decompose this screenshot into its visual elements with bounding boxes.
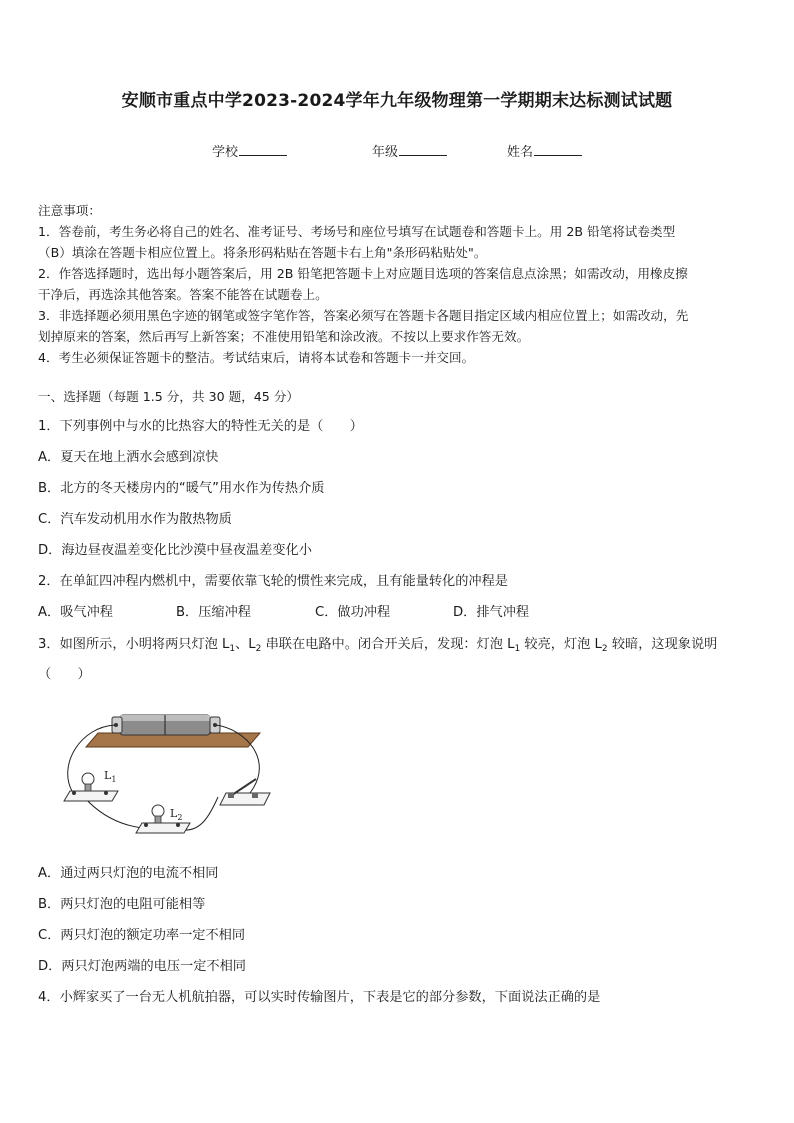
notice-line-1: 1．答卷前，考生务必将自己的姓名、准考证号、考场号和座位号填写在试题卷和答题卡上。用 2B 铅笔将试卷类型 [38, 224, 676, 239]
q1-stem: 1．下列事例中与水的比热容大的特性无关的是（ ） [38, 419, 363, 434]
label-l1: $L_1$ [104, 769, 117, 784]
q1-option-b: B．北方的冬天楼房内的“暖气”用水作为传热介质 [38, 481, 325, 496]
q3-stem-text: 较亮，灯泡 L [520, 637, 602, 652]
switch-icon [220, 779, 270, 805]
wire [84, 797, 142, 828]
name-field [507, 141, 582, 160]
notice-line-2: 2．作答选择题时，选出每小题答案后，用 2B 铅笔把答题卡上对应题目选项的答案信息点涂黑；如需改动，用橡皮擦 [38, 266, 688, 281]
subscript: 2 [601, 644, 608, 654]
q1-option-d: D．海边昼夜温差变化比沙漠中昼夜温差变化小 [38, 543, 312, 558]
battery-icon [112, 715, 220, 735]
page-title: 安顺市重点中学2023-2024学年九年级物理第一学期期末达标测试试题 [121, 91, 673, 111]
notice-heading: 注意事项： [38, 203, 101, 218]
q3-option-a: A．通过两只灯泡的电流不相同 [38, 866, 219, 881]
subscript: 2 [255, 644, 262, 654]
q3-option-c: C．两只灯泡的额定功率一定不相同 [38, 928, 246, 943]
notice-line-3b: 划掉原来的答案，然后再写上新答案；不准使用铅笔和涂改液。不按以上要求作答无效。 [38, 329, 530, 344]
name-label: 姓名 [507, 145, 534, 160]
grade-blank [399, 142, 447, 156]
q2-option-b: B．压缩冲程 [176, 605, 251, 620]
bulb-icon [82, 773, 94, 785]
notice-line-4: 4．考生必须保证答题卡的整洁。考试结束后，请将本试卷和答题卡一并交回。 [38, 350, 475, 365]
notice-block [38, 200, 758, 368]
q2-option-d: D．排气冲程 [453, 605, 530, 620]
q3-stem-text: 较暗，这现象说明 [607, 637, 718, 652]
q1-option-a: A．夏天在地上洒水会感到凉快 [38, 450, 219, 465]
q3-stem-text: 3．如图所示，小明将两只灯泡 L [38, 637, 230, 652]
label-l2: $L_2$ [170, 807, 183, 822]
q2-option-a: A．吸气冲程 [38, 605, 113, 620]
notice-line-1b: （B）填涂在答题卡相应位置上。将条形码粘贴在答题卡右上角"条形码粘贴处"。 [38, 245, 487, 260]
school-field [212, 141, 287, 160]
q1-option-c: C．汽车发动机用水作为散热物质 [38, 512, 232, 527]
school-label: 学校 [212, 145, 239, 160]
bulb-icon [152, 805, 164, 817]
notice-line-3: 3．非选择题必须用黑色字迹的钢笔或签字笔作答，答案必须写在答题卡各题目指定区域内相应位置上；如需改动，先 [38, 308, 689, 323]
name-blank [534, 142, 582, 156]
circuit-figure [60, 705, 280, 845]
grade-label: 年级 [372, 145, 399, 160]
q2-stem: 2．在单缸四冲程内燃机中，需要依靠飞轮的惯性来完成，且有能量转化的冲程是 [38, 574, 508, 589]
section-heading: 一、选择题（每题 1.5 分，共 30 题，45 分） [38, 389, 300, 404]
q3-option-d: D．两只灯泡两端的电压一定不相同 [38, 959, 246, 974]
subscript: 1 [229, 644, 236, 654]
q3-option-b: B．两只灯泡的电阻可能相等 [38, 897, 206, 912]
subscript: 1 [514, 644, 521, 654]
q3-stem [38, 633, 717, 652]
q3-stem-text: 、L [235, 637, 256, 652]
q3-paren: （ ） [38, 667, 91, 682]
grade-field [372, 141, 447, 160]
school-blank [239, 142, 287, 156]
q4-stem: 4．小辉家买了一台无人机航拍器，可以实时传输图片，下表是它的部分参数，下面说法正确的是 [38, 990, 601, 1005]
notice-line-2b: 干净后，再选涂其他答案。答案不能答在试题卷上。 [38, 287, 328, 302]
q3-stem-text: 串联在电路中。闭合开关后，发现：灯泡 L [261, 637, 515, 652]
q2-option-c: C．做功冲程 [315, 605, 391, 620]
